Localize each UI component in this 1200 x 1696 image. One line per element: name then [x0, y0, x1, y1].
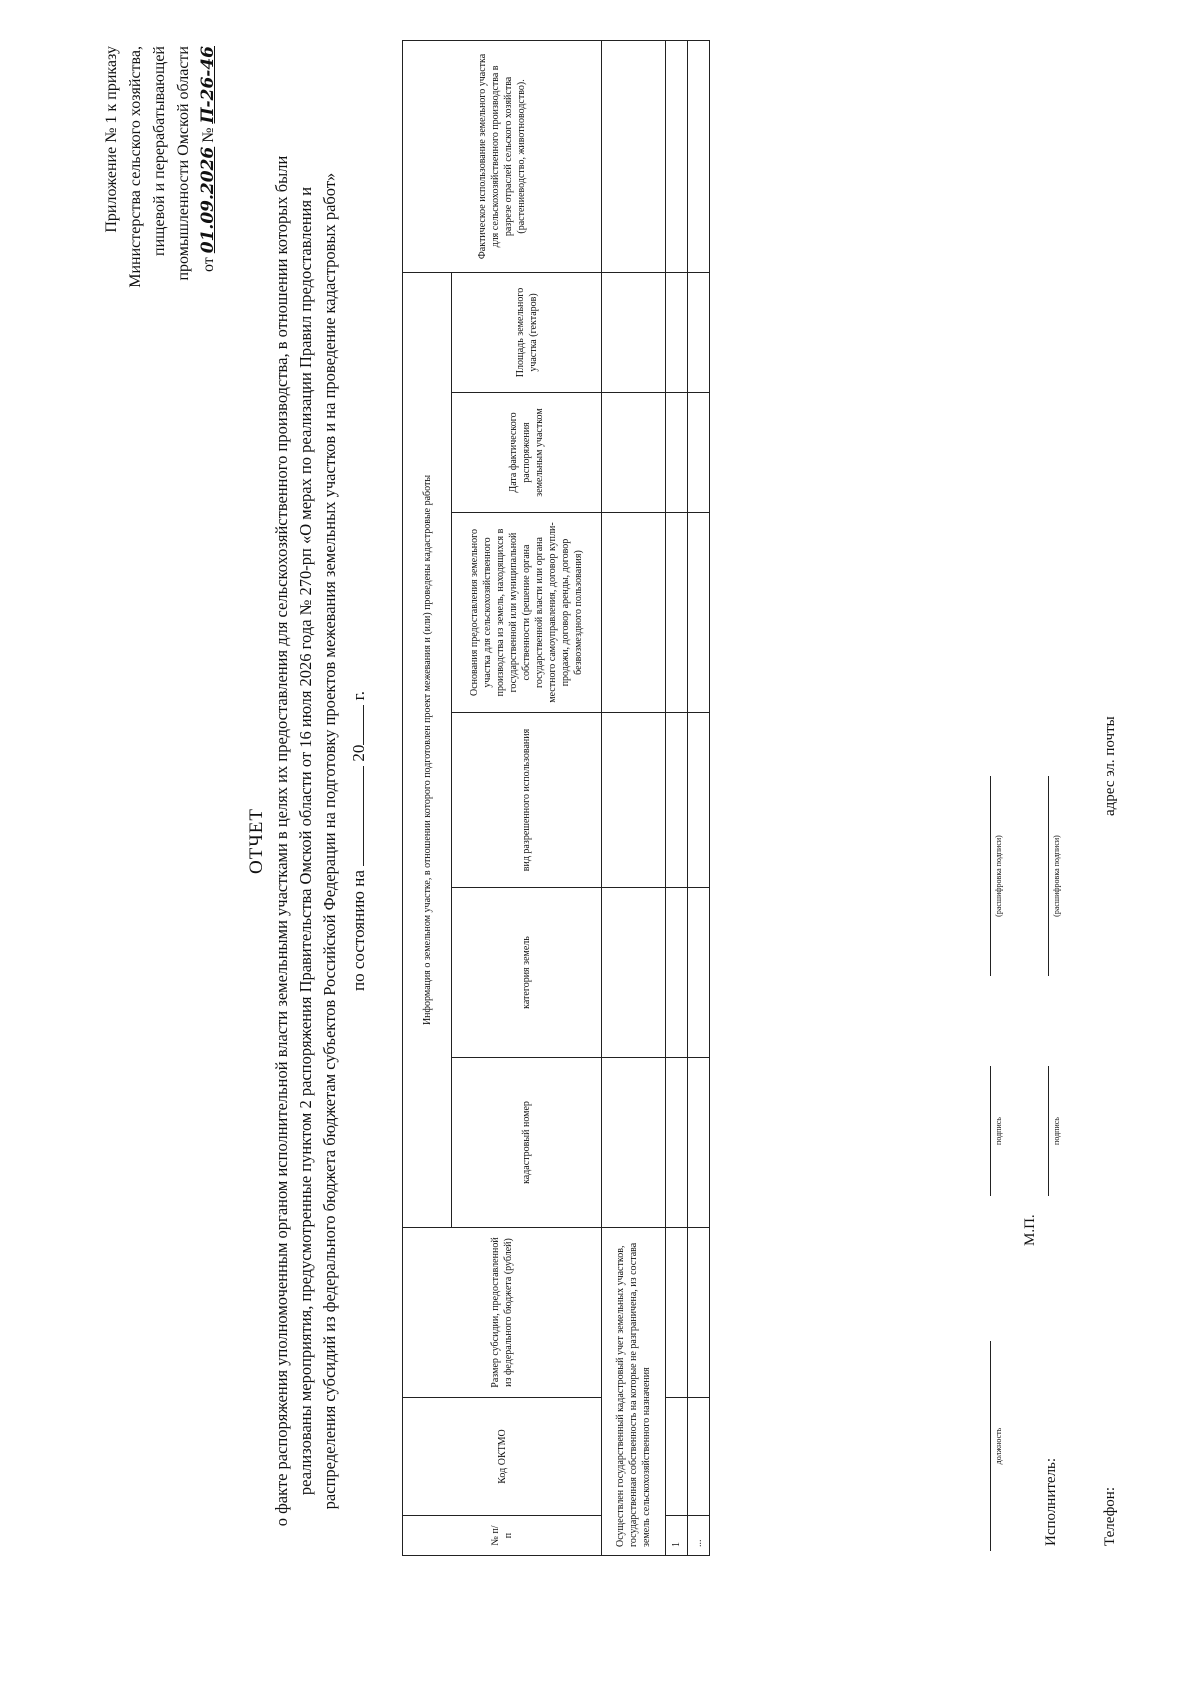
header-land-info: Информация о земельном участке, в отношении которого подготовлен проект межевания и (или) проведены кадастровые работы — [403, 272, 452, 1227]
role-line — [990, 1341, 991, 1551]
stamp-label: М.П. — [1022, 1214, 1038, 1246]
role-caption: должность — [994, 1427, 1003, 1465]
header-category: категория земель — [452, 888, 602, 1058]
table-row — [666, 40, 688, 1555]
table-cell — [602, 888, 666, 1058]
decode-caption-1: (расшифровка подписи) — [994, 835, 1003, 917]
table-cell — [688, 888, 710, 1058]
report-as-of — [347, 61, 371, 1621]
signature-caption-2: подпись — [1052, 1117, 1061, 1145]
as-of-year-blank — [363, 705, 364, 745]
as-of-date-blank — [363, 766, 364, 866]
as-of-prefix: по состоянию на — [349, 870, 368, 991]
table-cell — [602, 713, 666, 888]
row-number: 1 — [666, 1516, 688, 1556]
table-row — [688, 40, 710, 1555]
header-permitted-use: вид разрешенного использования — [452, 713, 602, 888]
appendix-order-line — [196, 46, 221, 306]
table-cell — [666, 393, 688, 513]
phone-label: Телефон: — [1102, 1487, 1118, 1546]
table-cell — [688, 393, 710, 513]
table-cell — [666, 513, 688, 713]
report-table — [402, 40, 710, 1556]
report-subtitle-3: распределения субсидий из федерального бюджета бюджетам субъектов Российской Федерации на подготовку проектов межевания земельных участков и на проведение кадастровых работ» — [320, 172, 339, 1510]
table-cell — [602, 393, 666, 513]
table-cell — [666, 1398, 688, 1516]
as-of-year: 20 — [349, 744, 368, 762]
report-title-block — [245, 61, 371, 1621]
table-cell — [602, 513, 666, 713]
executor-label: Исполнитель: — [1043, 1457, 1059, 1546]
table-cell — [688, 1398, 710, 1516]
table-cell — [688, 713, 710, 888]
appendix-line-4: промышленности Омской области — [175, 46, 192, 281]
header-num: № п/п — [403, 1516, 602, 1556]
appendix-line-3: пищевой и перерабатывающей — [151, 46, 168, 256]
table-cell — [666, 1228, 688, 1398]
table-cell — [688, 40, 710, 272]
header-area: Площадь земельного участка (гектаров) — [452, 272, 602, 392]
report-subtitle-1: о факте распоряжения уполномоченным органом исполнительной власти земельными участками в целях их предоставления для сельскохозяйственного производства, в отношении которых были — [272, 155, 291, 1527]
header-basis: Основания предоставления земельного участка для сельскохозяйственного производства из земель, находящихся в государственной или муниципальной собственности (решение органа государственной власти или органа местного самоуправления, договор купли-продажи, договор аренды, договор безвозмездного пользования) — [452, 513, 602, 713]
table-cell — [602, 272, 666, 392]
appendix-number: П-26-46 — [198, 46, 218, 124]
report-subtitle-2: реализованы мероприятия, предусмотренные пунктом 2 распоряжения Правительства Омской области от 16 июля 2026 года № 270-рп «О мерах по реализации Правил предоставления и — [296, 186, 315, 1496]
table-cell — [666, 888, 688, 1058]
table-cell — [666, 1058, 688, 1228]
signature-line-2 — [1048, 1066, 1049, 1196]
appendix-header — [100, 46, 221, 306]
table-cell — [688, 1228, 710, 1398]
header-subsidy: Размер субсидии, предоставленной из федерального бюджета (рублей) — [403, 1228, 602, 1398]
report-title: ОТЧЕТ — [246, 808, 267, 874]
table-cell — [688, 1058, 710, 1228]
header-date: Дата фактического распоряжения земельным участком — [452, 393, 602, 513]
decode-line-1 — [990, 776, 991, 976]
note-row: Осуществлен государственный кадастровый учет земельных участков, государственная собственность на которые не разграничена, из состава земель сельскохозяйственного назначения — [602, 1228, 666, 1556]
signature-line-1 — [990, 1066, 991, 1196]
appendix-date: 01.09.2026 — [198, 146, 218, 254]
decode-caption-2: (расшифровка подписи) — [1052, 835, 1061, 917]
email-label: адрес эл. почты — [1102, 716, 1118, 816]
table-cell — [666, 713, 688, 888]
row-ellipsis: ... — [688, 1516, 710, 1556]
table-cell — [688, 513, 710, 713]
table-cell — [666, 272, 688, 392]
header-cadastral: кадастровый номер — [452, 1058, 602, 1228]
table-cell — [602, 1058, 666, 1228]
header-oktmo: Код ОКТМО — [403, 1398, 602, 1516]
appendix-prefix: от — [200, 257, 217, 273]
as-of-suffix: г. — [349, 691, 368, 701]
header-actual-use: Фактическое использование земельного участка для сельскохозяйственного производства в разрезе отраслей сельского хозяйства (растениеводство, животноводство). — [403, 40, 602, 272]
table-cell — [602, 40, 666, 272]
table-cell — [666, 40, 688, 272]
appendix-line-1: Приложение № 1 к приказу — [103, 46, 120, 233]
signature-caption-1: подпись — [994, 1117, 1003, 1145]
decode-line-2 — [1048, 776, 1049, 976]
appendix-no-label: № — [200, 127, 217, 143]
table-cell — [688, 272, 710, 392]
appendix-line-2: Министерства сельского хозяйства, — [127, 46, 144, 288]
